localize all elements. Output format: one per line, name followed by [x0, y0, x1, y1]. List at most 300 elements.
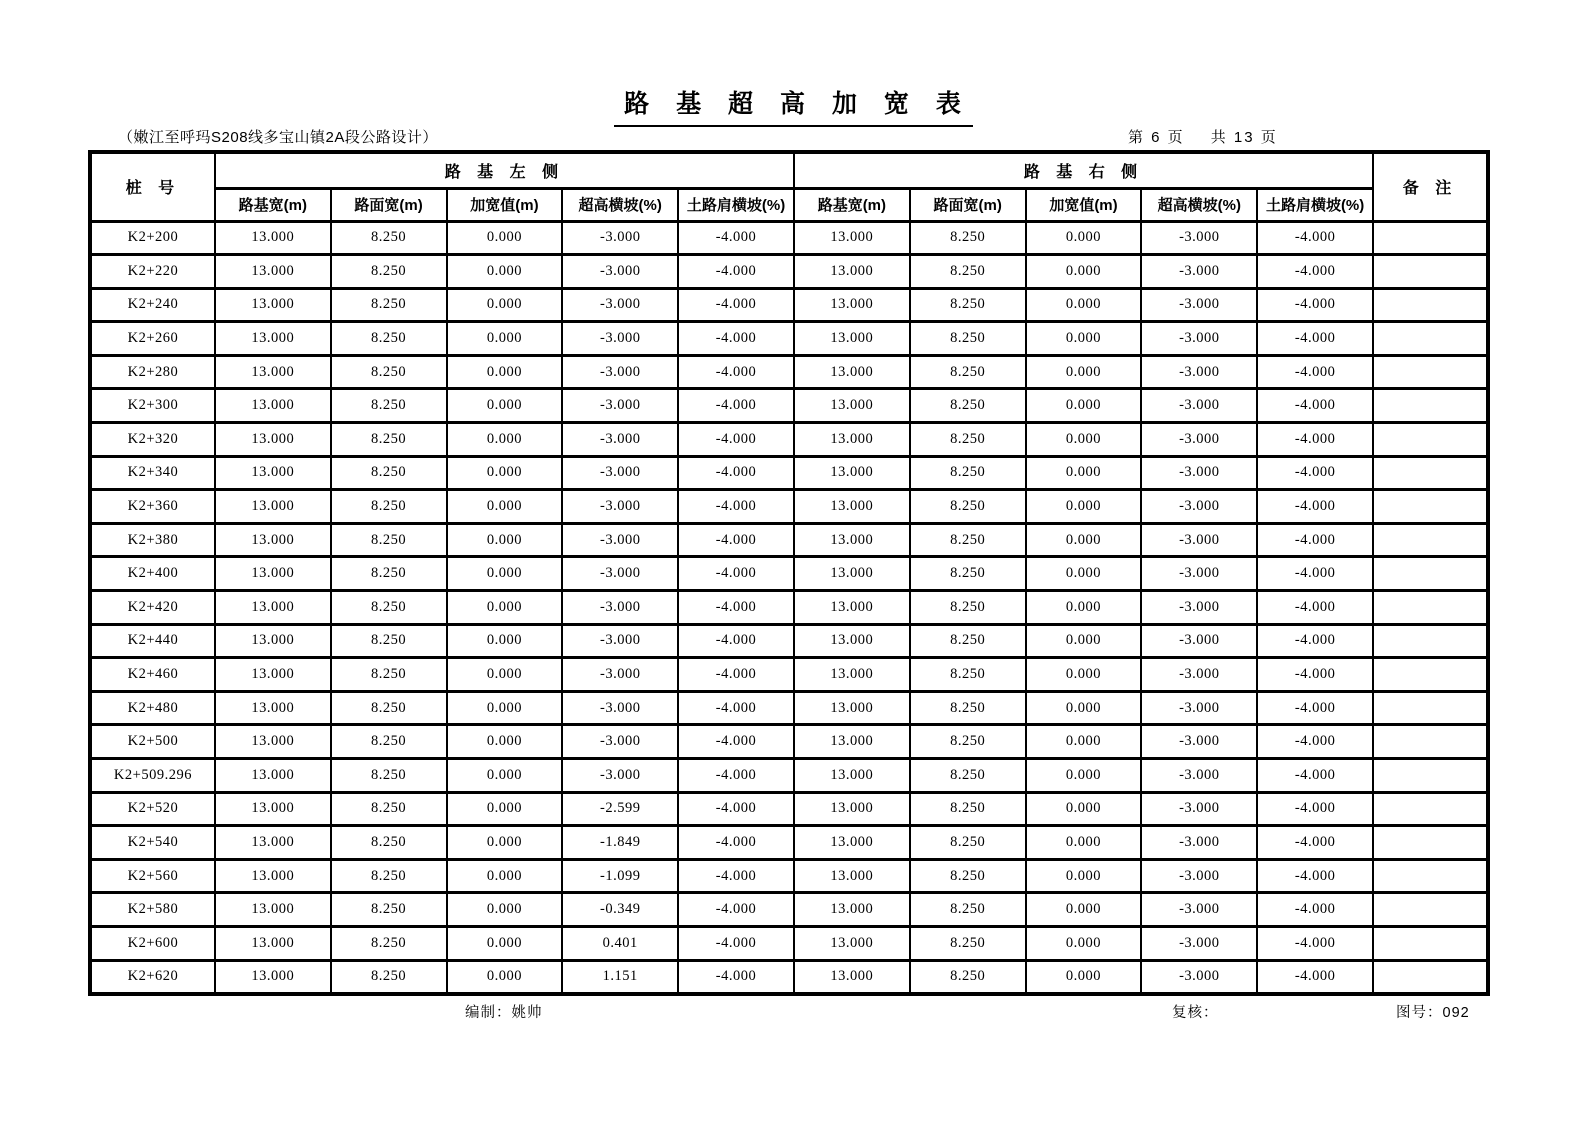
table-row [90, 255, 1488, 289]
right-value-cell: 0.000 [1026, 523, 1142, 557]
right-value-cell: -3.000 [1141, 893, 1257, 927]
left-value-cell: 13.000 [215, 557, 331, 591]
title-row [0, 84, 1587, 127]
left-value-cell: 13.000 [215, 221, 331, 255]
left-value-cell: 13.000 [215, 389, 331, 423]
left-value-cell: -0.349 [562, 893, 678, 927]
remark-cell [1373, 960, 1488, 994]
right-value-cell: -3.000 [1141, 423, 1257, 457]
left-value-cell: -4.000 [678, 591, 794, 625]
table-row [90, 960, 1488, 994]
right-value-cell: 8.250 [910, 624, 1026, 658]
left-value-cell: -3.000 [562, 523, 678, 557]
table-row [90, 557, 1488, 591]
right-value-cell: 0.000 [1026, 389, 1142, 423]
right-subheader-col-3: 超高横坡(%) [1141, 188, 1257, 221]
table-body [90, 221, 1488, 994]
stake-cell: K2+560 [90, 859, 215, 893]
left-value-cell: 13.000 [215, 355, 331, 389]
stake-cell: K2+500 [90, 725, 215, 759]
left-value-cell: 8.250 [331, 960, 447, 994]
right-value-cell: 0.000 [1026, 456, 1142, 490]
left-subheader-col-2: 加宽值(m) [447, 188, 563, 221]
right-value-cell: -4.000 [1257, 792, 1373, 826]
right-value-cell: 13.000 [794, 691, 910, 725]
right-value-cell: -3.000 [1141, 926, 1257, 960]
left-value-cell: 8.250 [331, 725, 447, 759]
left-value-cell: 13.000 [215, 490, 331, 524]
left-value-cell: 8.250 [331, 288, 447, 322]
left-value-cell: 8.250 [331, 355, 447, 389]
left-value-cell: -4.000 [678, 490, 794, 524]
stake-cell: K2+600 [90, 926, 215, 960]
stake-cell: K2+280 [90, 355, 215, 389]
right-value-cell: -3.000 [1141, 490, 1257, 524]
left-value-cell: 8.250 [331, 893, 447, 927]
right-value-cell: -3.000 [1141, 691, 1257, 725]
right-value-cell: -4.000 [1257, 389, 1373, 423]
left-value-cell: 0.000 [447, 490, 563, 524]
right-value-cell: 13.000 [794, 322, 910, 356]
right-value-cell: 8.250 [910, 456, 1026, 490]
remark-cell [1373, 423, 1488, 457]
remark-cell [1373, 759, 1488, 793]
left-value-cell: 0.000 [447, 826, 563, 860]
right-value-cell: 13.000 [794, 893, 910, 927]
left-value-cell: -4.000 [678, 221, 794, 255]
left-value-cell: -3.000 [562, 490, 678, 524]
right-value-cell: -4.000 [1257, 926, 1373, 960]
right-value-cell: -4.000 [1257, 893, 1373, 927]
table-row [90, 926, 1488, 960]
right-value-cell: -4.000 [1257, 624, 1373, 658]
stake-cell: K2+620 [90, 960, 215, 994]
right-roadbed-group-header: 路 基 右 侧 [794, 152, 1373, 188]
left-value-cell: 0.401 [562, 926, 678, 960]
left-value-cell: -4.000 [678, 926, 794, 960]
remark-cell [1373, 926, 1488, 960]
right-value-cell: 13.000 [794, 960, 910, 994]
page-title: 路 基 超 高 加 宽 表 [614, 84, 973, 127]
stake-cell: K2+360 [90, 490, 215, 524]
right-value-cell: 13.000 [794, 355, 910, 389]
table-row [90, 523, 1488, 557]
right-value-cell: -3.000 [1141, 221, 1257, 255]
left-value-cell: 0.000 [447, 759, 563, 793]
right-value-cell: 8.250 [910, 557, 1026, 591]
left-value-cell: 8.250 [331, 389, 447, 423]
right-value-cell: 13.000 [794, 423, 910, 457]
left-value-cell: 0.000 [447, 926, 563, 960]
right-value-cell: -4.000 [1257, 355, 1373, 389]
left-value-cell: 8.250 [331, 792, 447, 826]
remark-cell [1373, 624, 1488, 658]
remark-header: 备 注 [1373, 152, 1488, 221]
stake-cell: K2+240 [90, 288, 215, 322]
right-value-cell: 13.000 [794, 759, 910, 793]
stake-cell: K2+580 [90, 893, 215, 927]
left-roadbed-group-header: 路 基 左 侧 [215, 152, 794, 188]
right-value-cell: -3.000 [1141, 826, 1257, 860]
table-row [90, 355, 1488, 389]
left-value-cell: 8.250 [331, 759, 447, 793]
left-value-cell: 0.000 [447, 859, 563, 893]
left-value-cell: 0.000 [447, 691, 563, 725]
right-value-cell: 8.250 [910, 322, 1026, 356]
stake-cell: K2+220 [90, 255, 215, 289]
left-value-cell: 8.250 [331, 255, 447, 289]
table-row [90, 423, 1488, 457]
left-value-cell: -4.000 [678, 893, 794, 927]
left-value-cell: 0.000 [447, 624, 563, 658]
left-value-cell: -3.000 [562, 759, 678, 793]
remark-cell [1373, 221, 1488, 255]
stake-cell: K2+300 [90, 389, 215, 423]
left-value-cell: -3.000 [562, 355, 678, 389]
table-row [90, 221, 1488, 255]
right-value-cell: 0.000 [1026, 826, 1142, 860]
left-value-cell: 1.151 [562, 960, 678, 994]
stake-cell: K2+460 [90, 658, 215, 692]
left-subheader-col-4: 土路肩横坡(%) [678, 188, 794, 221]
left-value-cell: -4.000 [678, 355, 794, 389]
table-row [90, 859, 1488, 893]
right-value-cell: -3.000 [1141, 725, 1257, 759]
left-value-cell: -3.000 [562, 591, 678, 625]
left-value-cell: -3.000 [562, 288, 678, 322]
right-value-cell: 0.000 [1026, 725, 1142, 759]
stake-cell: K2+400 [90, 557, 215, 591]
right-value-cell: -4.000 [1257, 658, 1373, 692]
stake-cell: K2+260 [90, 322, 215, 356]
stake-cell: K2+540 [90, 826, 215, 860]
left-value-cell: -4.000 [678, 557, 794, 591]
left-value-cell: -3.000 [562, 322, 678, 356]
right-value-cell: -4.000 [1257, 423, 1373, 457]
right-value-cell: 8.250 [910, 255, 1026, 289]
left-value-cell: 8.250 [331, 591, 447, 625]
right-value-cell: -4.000 [1257, 221, 1373, 255]
right-subheader-col-0: 路基宽(m) [794, 188, 910, 221]
left-value-cell: -1.849 [562, 826, 678, 860]
table-row [90, 792, 1488, 826]
left-value-cell: 8.250 [331, 490, 447, 524]
right-value-cell: -4.000 [1257, 322, 1373, 356]
stake-cell: K2+420 [90, 591, 215, 625]
left-value-cell: 8.250 [331, 423, 447, 457]
right-value-cell: -4.000 [1257, 691, 1373, 725]
left-value-cell: 0.000 [447, 389, 563, 423]
left-value-cell: -4.000 [678, 624, 794, 658]
right-value-cell: -3.000 [1141, 624, 1257, 658]
right-value-cell: 13.000 [794, 792, 910, 826]
left-value-cell: -4.000 [678, 658, 794, 692]
left-value-cell: 13.000 [215, 960, 331, 994]
table-row [90, 893, 1488, 927]
right-value-cell: -3.000 [1141, 960, 1257, 994]
remark-cell [1373, 288, 1488, 322]
right-value-cell: -3.000 [1141, 523, 1257, 557]
right-value-cell: 8.250 [910, 490, 1026, 524]
left-value-cell: 0.000 [447, 255, 563, 289]
right-value-cell: 0.000 [1026, 355, 1142, 389]
right-value-cell: -4.000 [1257, 523, 1373, 557]
remark-cell [1373, 725, 1488, 759]
right-value-cell: 13.000 [794, 859, 910, 893]
stake-cell: K2+440 [90, 624, 215, 658]
right-value-cell: 13.000 [794, 255, 910, 289]
left-value-cell: -4.000 [678, 960, 794, 994]
stake-cell: K2+340 [90, 456, 215, 490]
stake-cell: K2+480 [90, 691, 215, 725]
right-value-cell: 0.000 [1026, 255, 1142, 289]
stake-number-header: 桩 号 [90, 152, 215, 221]
right-value-cell: -3.000 [1141, 456, 1257, 490]
right-value-cell: 8.250 [910, 826, 1026, 860]
left-value-cell: 8.250 [331, 926, 447, 960]
right-value-cell: 13.000 [794, 221, 910, 255]
right-value-cell: 0.000 [1026, 490, 1142, 524]
right-value-cell: 13.000 [794, 557, 910, 591]
left-value-cell: 8.250 [331, 557, 447, 591]
left-value-cell: -4.000 [678, 288, 794, 322]
left-value-cell: 13.000 [215, 456, 331, 490]
table-row [90, 322, 1488, 356]
right-value-cell: 13.000 [794, 926, 910, 960]
left-value-cell: 13.000 [215, 591, 331, 625]
right-value-cell: -4.000 [1257, 557, 1373, 591]
left-value-cell: -4.000 [678, 826, 794, 860]
left-value-cell: 13.000 [215, 423, 331, 457]
right-value-cell: 0.000 [1026, 322, 1142, 356]
left-value-cell: 8.250 [331, 859, 447, 893]
left-value-cell: 0.000 [447, 355, 563, 389]
right-value-cell: 0.000 [1026, 423, 1142, 457]
right-value-cell: 0.000 [1026, 792, 1142, 826]
left-value-cell: -1.099 [562, 859, 678, 893]
right-value-cell: 13.000 [794, 658, 910, 692]
right-value-cell: 13.000 [794, 725, 910, 759]
right-value-cell: 0.000 [1026, 893, 1142, 927]
right-value-cell: 0.000 [1026, 221, 1142, 255]
right-value-cell: 8.250 [910, 792, 1026, 826]
left-value-cell: 13.000 [215, 255, 331, 289]
table-row [90, 389, 1488, 423]
right-value-cell: 13.000 [794, 490, 910, 524]
left-value-cell: -3.000 [562, 456, 678, 490]
right-value-cell: -3.000 [1141, 591, 1257, 625]
left-value-cell: 13.000 [215, 893, 331, 927]
table-row [90, 658, 1488, 692]
right-value-cell: -4.000 [1257, 725, 1373, 759]
right-value-cell: 0.000 [1026, 624, 1142, 658]
right-value-cell: 13.000 [794, 591, 910, 625]
remark-cell [1373, 355, 1488, 389]
left-value-cell: 0.000 [447, 423, 563, 457]
left-value-cell: 0.000 [447, 960, 563, 994]
left-value-cell: 0.000 [447, 523, 563, 557]
left-value-cell: 0.000 [447, 456, 563, 490]
left-value-cell: 13.000 [215, 926, 331, 960]
right-value-cell: -3.000 [1141, 557, 1257, 591]
left-value-cell: -4.000 [678, 759, 794, 793]
right-value-cell: -3.000 [1141, 792, 1257, 826]
left-value-cell: 8.250 [331, 826, 447, 860]
stake-cell: K2+520 [90, 792, 215, 826]
right-value-cell: 13.000 [794, 826, 910, 860]
right-value-cell: 8.250 [910, 893, 1026, 927]
right-value-cell: 0.000 [1026, 859, 1142, 893]
right-value-cell: 8.250 [910, 221, 1026, 255]
left-subheader-col-3: 超高横坡(%) [562, 188, 678, 221]
table-row [90, 826, 1488, 860]
left-value-cell: 8.250 [331, 691, 447, 725]
left-value-cell: -4.000 [678, 389, 794, 423]
right-value-cell: -3.000 [1141, 859, 1257, 893]
left-value-cell: -3.000 [562, 221, 678, 255]
left-value-cell: 13.000 [215, 759, 331, 793]
right-value-cell: 8.250 [910, 523, 1026, 557]
remark-cell [1373, 893, 1488, 927]
header-group-row [90, 152, 1488, 188]
right-value-cell: -3.000 [1141, 658, 1257, 692]
table-row [90, 624, 1488, 658]
right-subheader-col-1: 路面宽(m) [910, 188, 1026, 221]
remark-cell [1373, 389, 1488, 423]
right-value-cell: -4.000 [1257, 456, 1373, 490]
left-value-cell: -4.000 [678, 523, 794, 557]
right-value-cell: 0.000 [1026, 691, 1142, 725]
right-value-cell: 0.000 [1026, 288, 1142, 322]
right-value-cell: 8.250 [910, 859, 1026, 893]
right-subheader-col-2: 加宽值(m) [1026, 188, 1142, 221]
table-row [90, 490, 1488, 524]
right-subheader-col-4: 土路肩横坡(%) [1257, 188, 1373, 221]
left-subheader-col-0: 路基宽(m) [215, 188, 331, 221]
right-value-cell: 8.250 [910, 288, 1026, 322]
right-value-cell: 13.000 [794, 288, 910, 322]
left-value-cell: -4.000 [678, 322, 794, 356]
stake-cell: K2+200 [90, 221, 215, 255]
right-value-cell: 8.250 [910, 960, 1026, 994]
left-value-cell: 13.000 [215, 792, 331, 826]
stake-cell: K2+509.296 [90, 759, 215, 793]
right-value-cell: 13.000 [794, 624, 910, 658]
right-value-cell: -4.000 [1257, 490, 1373, 524]
right-value-cell: 0.000 [1026, 960, 1142, 994]
left-value-cell: 13.000 [215, 658, 331, 692]
left-value-cell: 0.000 [447, 658, 563, 692]
right-value-cell: -4.000 [1257, 960, 1373, 994]
left-value-cell: -3.000 [562, 423, 678, 457]
left-value-cell: -4.000 [678, 725, 794, 759]
left-value-cell: 8.250 [331, 658, 447, 692]
right-value-cell: 0.000 [1026, 658, 1142, 692]
left-value-cell: 13.000 [215, 624, 331, 658]
left-value-cell: 13.000 [215, 859, 331, 893]
right-value-cell: 0.000 [1026, 591, 1142, 625]
right-value-cell: -4.000 [1257, 859, 1373, 893]
right-value-cell: 0.000 [1026, 926, 1142, 960]
left-value-cell: 13.000 [215, 322, 331, 356]
remark-cell [1373, 591, 1488, 625]
right-value-cell: 8.250 [910, 759, 1026, 793]
remark-cell [1373, 490, 1488, 524]
right-value-cell: 8.250 [910, 926, 1026, 960]
right-value-cell: -4.000 [1257, 759, 1373, 793]
right-value-cell: 8.250 [910, 658, 1026, 692]
stake-cell: K2+320 [90, 423, 215, 457]
left-value-cell: -4.000 [678, 456, 794, 490]
right-value-cell: 8.250 [910, 355, 1026, 389]
table-row [90, 288, 1488, 322]
right-value-cell: 13.000 [794, 456, 910, 490]
right-value-cell: 13.000 [794, 389, 910, 423]
left-value-cell: -2.599 [562, 792, 678, 826]
right-value-cell: 0.000 [1026, 557, 1142, 591]
left-value-cell: 0.000 [447, 322, 563, 356]
right-value-cell: 8.250 [910, 725, 1026, 759]
left-value-cell: 0.000 [447, 893, 563, 927]
left-value-cell: 8.250 [331, 456, 447, 490]
left-value-cell: -3.000 [562, 255, 678, 289]
left-value-cell: 8.250 [331, 221, 447, 255]
table-row [90, 725, 1488, 759]
left-value-cell: 13.000 [215, 523, 331, 557]
project-subtitle: （嫩江至呼玛S208线多宝山镇2A段公路设计） [118, 129, 438, 146]
left-value-cell: 13.000 [215, 826, 331, 860]
left-value-cell: -3.000 [562, 725, 678, 759]
right-value-cell: -4.000 [1257, 255, 1373, 289]
right-value-cell: -3.000 [1141, 759, 1257, 793]
right-value-cell: -3.000 [1141, 288, 1257, 322]
table-row [90, 591, 1488, 625]
table-row [90, 691, 1488, 725]
left-value-cell: 13.000 [215, 288, 331, 322]
drawing-number: 图号：092 [1396, 1005, 1470, 1021]
left-value-cell: 13.000 [215, 725, 331, 759]
remark-cell [1373, 456, 1488, 490]
left-value-cell: 0.000 [447, 591, 563, 625]
right-value-cell: -3.000 [1141, 355, 1257, 389]
left-subheader-col-1: 路面宽(m) [331, 188, 447, 221]
compiled-by: 编制：姚帅 [465, 1005, 543, 1021]
left-value-cell: -4.000 [678, 859, 794, 893]
remark-cell [1373, 859, 1488, 893]
right-value-cell: -3.000 [1141, 322, 1257, 356]
remark-cell [1373, 658, 1488, 692]
right-value-cell: 8.250 [910, 691, 1026, 725]
remark-cell [1373, 557, 1488, 591]
left-value-cell: 8.250 [331, 322, 447, 356]
reviewed-by: 复核： [1172, 1005, 1219, 1021]
left-value-cell: -4.000 [678, 792, 794, 826]
right-value-cell: 0.000 [1026, 759, 1142, 793]
left-value-cell: -4.000 [678, 423, 794, 457]
left-value-cell: -3.000 [562, 658, 678, 692]
remark-cell [1373, 322, 1488, 356]
left-value-cell: 0.000 [447, 221, 563, 255]
left-value-cell: -4.000 [678, 691, 794, 725]
right-value-cell: 8.250 [910, 423, 1026, 457]
left-value-cell: 0.000 [447, 792, 563, 826]
left-value-cell: -3.000 [562, 624, 678, 658]
left-value-cell: -3.000 [562, 691, 678, 725]
left-value-cell: 13.000 [215, 691, 331, 725]
right-value-cell: -4.000 [1257, 591, 1373, 625]
right-value-cell: 8.250 [910, 389, 1026, 423]
left-value-cell: -3.000 [562, 557, 678, 591]
